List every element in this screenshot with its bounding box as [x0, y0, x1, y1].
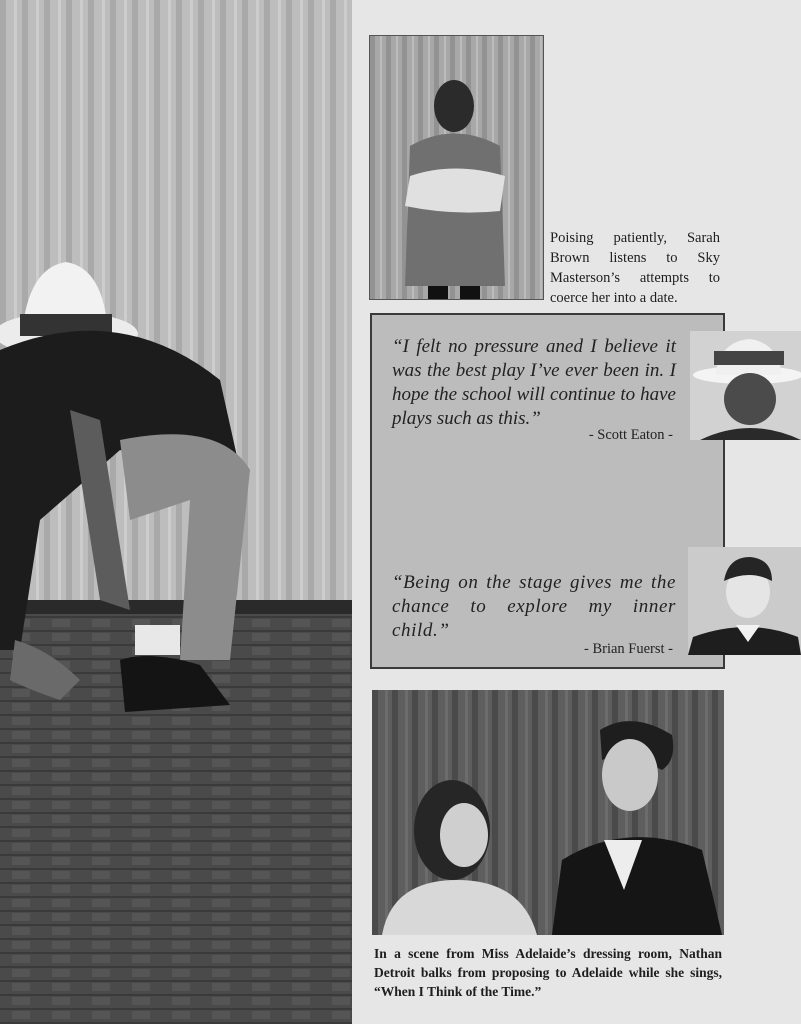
caption-dressing-room-scene: In a scene from Miss Adelaide’s dressing room, Nathan Detroit balks from proposing to Adelaide while she sings, “When I Think of the Time.”: [374, 946, 722, 999]
photo-scott-eaton: [690, 331, 801, 440]
attribution-brian-fuerst: - Brian Fuerst -: [584, 641, 673, 657]
quote-scott-eaton: “I felt no pressure aned I believe it was the best play I’ve ever been in. I hope the school will continue to have plays such as this.”: [392, 336, 676, 429]
photo-brian-fuerst: [688, 547, 801, 655]
photo-sarah-brown: [369, 35, 544, 300]
photo-dressing-room-scene: [372, 690, 724, 935]
quote-brian-fuerst: “Being on the stage gives me the chance to explore my inner child.”: [392, 572, 676, 641]
attribution-scott-eaton: - Scott Eaton -: [588, 427, 673, 443]
caption-sarah-brown: Poising patiently, Sarah Brown listens to Sky Masterson’s attempts to coerce her into a date.: [550, 230, 720, 306]
photo-stage-performer: [0, 0, 352, 1024]
quote-box: [370, 313, 725, 669]
